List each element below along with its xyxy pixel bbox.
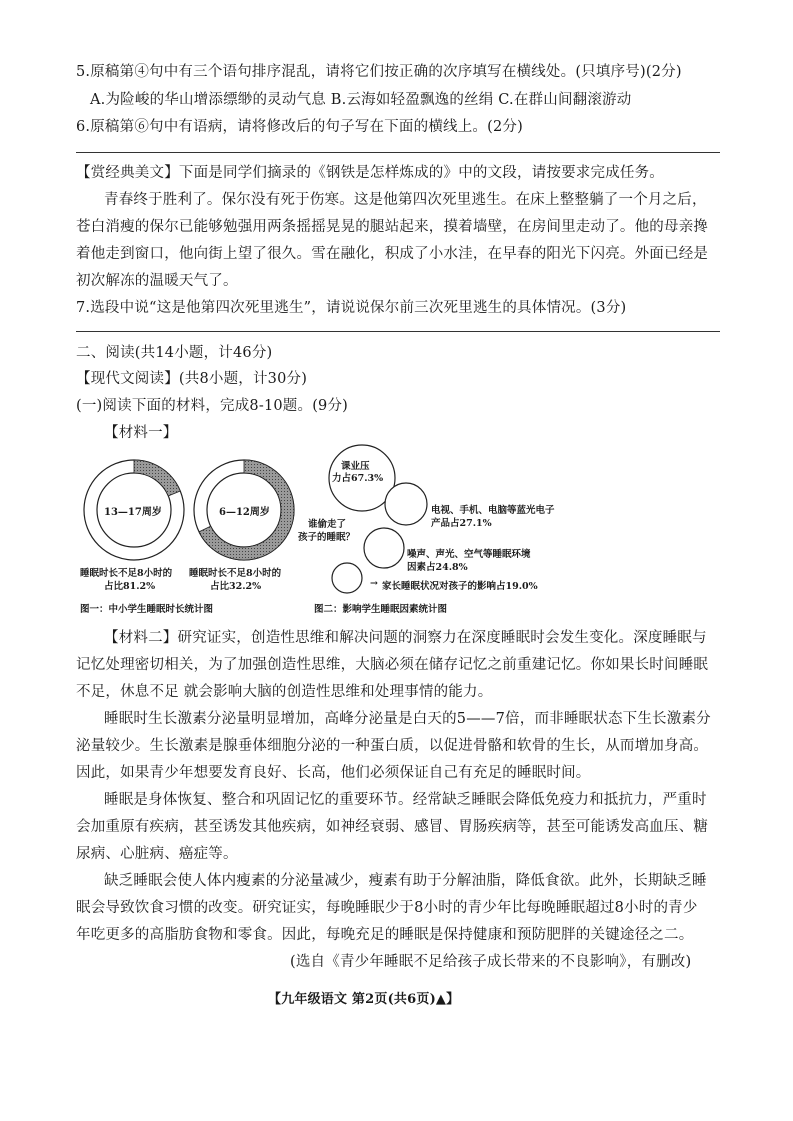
modern-reading-heading: 【现代文阅读】(共8小题，计30分)	[76, 371, 308, 387]
source-note: (选自《青少年睡眠不足给孩子成长带来的不良影响》，有删改)	[290, 954, 692, 970]
bubble-label: 课业压	[341, 461, 370, 472]
question-5-options: A.为险峻的华山增添缥缈的灵动气息 B.云海如轻盈飘逸的丝绢 C.在群山间翻滚游动	[90, 92, 632, 108]
material-2-line: 记忆处理密切相关，为了加强创造性思维，大脑必须在储存记忆之前重建记忆。你如果长时间睡眠	[76, 657, 709, 673]
figure-1-donut-charts	[80, 446, 310, 621]
bubble-center-question: 孩子的睡眠？	[298, 532, 356, 543]
material-2-line: 不足，休息不足 就会影响大脑的创造性思维和处理事情的能力。	[76, 684, 493, 700]
material-2-line: 会加重原有疾病，甚至诱发其他疾病，如神经衰弱、感冒、胃肠疾病等，甚至可能诱发高血压、糖	[76, 819, 709, 835]
factor-label: 家长睡眠状况对孩子的影响占19.0%	[382, 581, 538, 592]
figure-1-caption: 图一：中小学生睡眠时长统计图	[80, 604, 214, 615]
bubble-label: 力占67.3%	[332, 473, 384, 484]
classic-line: 青春终于胜利了。保尔没有死于伤寒。这是他第四次死里逃生。在床上整整躺了一个月之后，	[104, 192, 707, 208]
material-2-line: 年吃更多的高脂肪食物和零食。因此，每晚充足的睡眠是保持健康和预防肥胖的关键途径之二。	[76, 927, 694, 943]
bubble-factor-blue-light	[385, 483, 427, 525]
question-6: 6.原稿第⑥句中有语病，请将修改后的句子写在下面的横线上。(2分)	[76, 119, 523, 135]
material-2-line: 尿病、心脏病、癌症等。	[76, 846, 238, 862]
question-7: 7.选段中说“这是他第四次死里逃生”，请说说保尔前三次死里逃生的具体情况。(3分)	[76, 300, 627, 316]
donut-note: 睡眠时长不足8小时的	[80, 568, 173, 579]
bubble-center-question: 谁偷走了	[308, 519, 347, 530]
factor-label-prefix: →	[370, 578, 378, 589]
donut-note: 占比81.2%	[104, 581, 156, 592]
bubble-factor-parents	[332, 563, 362, 593]
donut-note: 占比32.2%	[210, 581, 262, 592]
factor-label: 电视、手机、电脑等蓝光电子	[431, 505, 555, 516]
material-2-line: 泌量较少。生长激素是腺垂体细胞分泌的一种蛋白质，以促进骨骼和软骨的生长，从而增加身高。	[76, 738, 709, 754]
bubble-factor-environment	[364, 528, 404, 568]
factor-label: 噪声、声光、空气等睡眠环境	[407, 549, 531, 560]
donut-center-label: 6—12周岁	[219, 507, 270, 518]
section-title: 二、阅读(共14小题，计46分)	[76, 345, 273, 361]
divider	[76, 331, 720, 332]
material-1-label: 【材料一】	[104, 425, 178, 441]
classic-intro: 【赏经典美文】下面是同学们摘录的《钢铁是怎样炼成的》中的文段，请按要求完成任务。	[76, 165, 664, 181]
material-2-line: 睡眠是身体恢复、整合和巩固记忆的重要环节。经常缺乏睡眠会降低免疫力和抵抗力，严重时	[104, 792, 707, 808]
classic-line: 苍白消瘦的保尔已能够勉强用两条摇摇晃晃的腿站起来，摸着墙壁，在房间里走动了。他的母亲搀	[76, 219, 709, 235]
donut-segment-13-17	[134, 460, 180, 496]
figure-2-caption: 图二：影响学生睡眠因素统计图	[314, 604, 448, 615]
material-2-line: 因此，如果青少年想要发育良好、长高，他们必须保证自己有充足的睡眠时间。	[76, 765, 591, 781]
part-1-instruction: (一)阅读下面的材料，完成8-10题。(9分)	[76, 398, 349, 414]
question-5: 5.原稿第④句中有三个语句排序混乱，请将它们按正确的次序填写在横线处。(只填序号)(2分)	[76, 64, 682, 80]
donut-center-label: 13—17周岁	[104, 507, 162, 518]
factor-label: 产品占27.1%	[431, 518, 492, 529]
material-2-line: 【材料二】研究证实，创造性思维和解决问题的洞察力在深度睡眠时会发生变化。深度睡眠与	[104, 630, 707, 646]
donut-note: 睡眠时长不足8小时的	[189, 568, 282, 579]
page-footer: 【九年级语文 第2页(共6页)▲】	[268, 992, 460, 1007]
classic-line: 着他走到窗口，他向街上望了很久。雪在融化，积成了小水洼，在早春的阳光下闪亮。外面已经是	[76, 246, 709, 262]
material-2-line: 眠会导致饮食习惯的改变。研究证实，每晚睡眠少于8小时的青少年比每晚睡眠超过8小时的青少	[76, 900, 698, 916]
factor-label: 因素占24.8%	[407, 562, 468, 573]
material-2-line: 睡眠时生长激素分泌量明显增加，高峰分泌量是白天的5——7倍，而非睡眠状态下生长激素分	[104, 711, 711, 727]
classic-line: 初次解冻的温暖天气了。	[76, 273, 238, 289]
material-2-line: 缺乏睡眠会使人体内瘦素的分泌量减少，瘦素有助于分解油脂，降低食欲。此外，长期缺乏睡	[104, 873, 707, 889]
divider	[76, 152, 720, 153]
